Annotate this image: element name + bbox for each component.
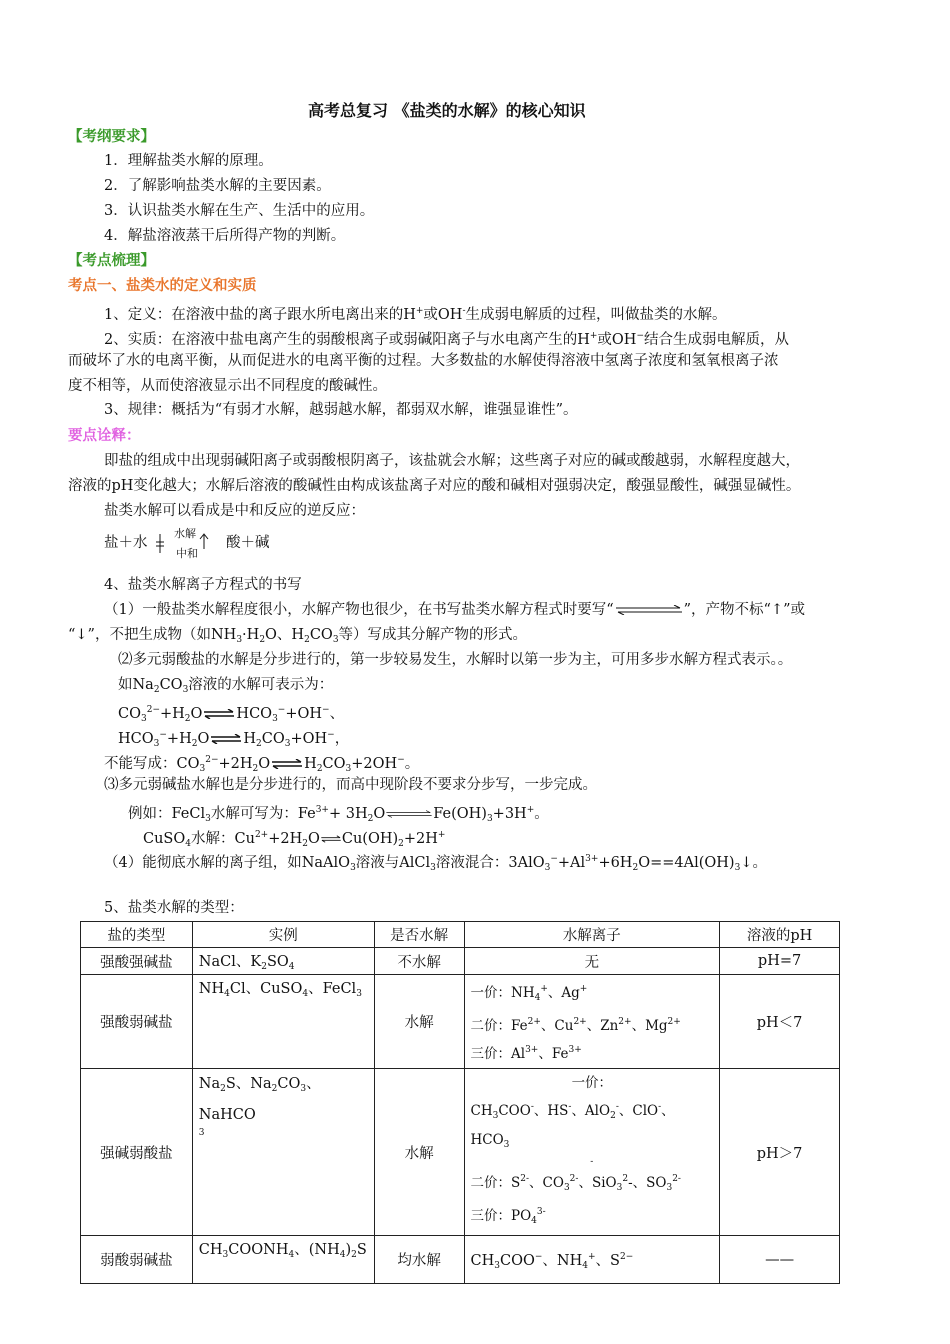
writing-rule1-line1 xyxy=(104,600,805,620)
wrong-label: 不能写成： xyxy=(104,756,177,772)
equilibrium-arrow-icon xyxy=(385,809,433,819)
writing-rule2: ⑵多元弱酸盐的水解是分步进行的，第一步较易发生，水解时以第一步为主，可用多步水解方程式表示。。 xyxy=(118,652,793,668)
hydrolysis-cell: 水解 xyxy=(374,1069,464,1236)
fecl3-label2: 水解可写为： xyxy=(210,806,298,822)
tri-label: 三价： xyxy=(470,1046,511,1062)
hydrolysis-types-table xyxy=(80,921,840,1284)
writing-heading: 4、盐类水解离子方程式的书写 xyxy=(104,577,302,593)
salt-type-cell: 强碱弱酸盐 xyxy=(81,1069,193,1236)
point-one-heading: 考点一、盐类水的定义和实质 xyxy=(68,277,257,294)
hydrolysis-cell: 均水解 xyxy=(374,1236,464,1284)
requirement-item: 2．了解影响盐类水解的主要因素。 xyxy=(104,178,331,194)
section-heading-requirements: 【考纲要求】 xyxy=(68,128,155,145)
table-header-row xyxy=(81,922,840,948)
salt-type-cell: 强酸强碱盐 xyxy=(81,948,193,975)
essence-paragraph-line2: 而破坏了水的电离平衡，从而促进水的电离平衡的过程。大多数盐的水解使得溶液中氢离子浓度和氢氧根离子浓 xyxy=(68,353,779,369)
ph-cell: pH＞7 xyxy=(720,1069,840,1236)
requirement-item: 3．认识盐类水解在生产、生活中的应用。 xyxy=(104,203,375,219)
page-title: 高考总复习 《盐类的水解》的核心知识 xyxy=(308,101,586,120)
equation-cuso4: CuSO$_4$水解：$Cu^{2+}+2H_2O$ $Cu(OH)_2+2H^+$ xyxy=(143,830,446,849)
writing-rule3: ⑶多元弱碱盐水解也是分步进行的，而高中现阶段不要求分步写，一步完成。 xyxy=(104,777,597,793)
rule4-text-b: 溶液与AlCl xyxy=(355,855,431,871)
example-text-a: 如Na xyxy=(118,677,154,693)
example-cell: $NH_4Cl$、CuSO$_4$、FeCl$_3$ xyxy=(192,975,374,1069)
column-header: 盐的类型 xyxy=(81,922,193,948)
ions-cell: 一价： $CH_3COO^-$、HS-、AlO$_2$-、ClO-、$HCO_3$ - 二价：$S^{2-}$、$CO_3^{2-}$、SiO$_3^2$-、$SO_3^{2-}$ 三价：$PO_4^{3-}$ xyxy=(464,1069,720,1236)
definition-text-b: 或OH xyxy=(423,307,463,323)
equation-wrong: 不能写成：$CO_3^{2-}+2H_2O$ $H_2CO_3+2OH^-$。 xyxy=(104,755,420,774)
ph-cell: —— xyxy=(720,1236,840,1284)
column-header: 实例 xyxy=(192,922,374,948)
di-label: 二价： xyxy=(470,1018,511,1034)
table-row xyxy=(81,1236,840,1284)
cuso4-label2: 水解： xyxy=(191,831,235,847)
equation-step1: $CO_3^{2-}+H_2O$ $HCO_3^-+OH^-$、 xyxy=(118,705,345,724)
essence-paragraph-line1: 2、实质：在溶液中盐电离产生的弱酸根离子或弱碱阳离子与水电离产生的H+或OH−结合生成弱电解质，从 xyxy=(104,331,790,348)
rule4-text-a: （4）能彻底水解的离子组，如NaAlO xyxy=(104,855,351,871)
writing-rule1-text-f: CO xyxy=(309,627,333,643)
equation-step2: $HCO_3^-+H_2O$ $H_2CO_3+OH^-$， xyxy=(118,730,350,749)
hydrolysis-cell: 不水解 xyxy=(374,948,464,975)
writing-rule1-text-d: H xyxy=(246,627,260,643)
essence-paragraph-line3: 度不相等，从而使溶液显示出不同程度的酸碱性。 xyxy=(68,378,387,394)
reverse-reaction-left: 盐＋水 xyxy=(104,535,148,551)
example-cell: $Na_2S$、$Na_2CO_3$、NaHCO 3 xyxy=(192,1069,374,1236)
ions-cell: 一价：$NH_4^+$、Ag+ 二价：$Fe^{2+}$、$Cu^{2+}$、$Zn^{2+}$、$Mg^{2+}$ 三价：$Al^{3+}$、$Fe^{3+}$ xyxy=(464,975,720,1069)
equilibrium-arrow-icon xyxy=(320,834,342,844)
writing-rule1-text-g: 等）写成其分解产物的形式。 xyxy=(338,627,528,643)
ph-cell: pH=7 xyxy=(720,948,840,975)
mono-label: 一价： xyxy=(470,985,511,1001)
table-row xyxy=(81,948,840,975)
mono-label: 一价： xyxy=(571,1075,613,1091)
reverse-reaction-top-label: 水解 xyxy=(174,527,196,540)
writing-rule1-text-b: ”，产物不标“↑”或 xyxy=(683,602,806,618)
writing-rule1-text-a: （1）一般盐类水解程度很小，水解产物也很少，在书写盐类水解方程式时要写“ xyxy=(104,602,614,618)
fecl3-label: 例如：FeCl xyxy=(128,806,206,822)
writing-rule2-example: 如$Na_2CO_3$溶液的水解可表示为： xyxy=(118,677,334,695)
essence-text-a: 2、实质：在溶液中盐电离产生的弱酸根离子或弱碱阳离子与水电离产生的H xyxy=(104,332,590,348)
essence-text-b: 或OH xyxy=(597,332,637,348)
equilibrium-arrow-icon xyxy=(270,759,304,769)
section-heading-points: 【考点梳理】 xyxy=(68,252,155,269)
rule-paragraph: 3、规律：概括为“有弱才水解，越弱越水解，都弱双水解，谁强显谁性”。 xyxy=(104,402,578,418)
note-heading: 要点诠释： xyxy=(68,427,141,444)
definition-text-c: 生成弱电解质的过程，叫做盐类的水解。 xyxy=(465,307,727,323)
example-cell: NaCl、$K_2SO_4$ xyxy=(192,948,374,975)
writing-rule1-text-e: O、H xyxy=(265,627,305,643)
types-heading: 5、盐类水解的类型： xyxy=(104,900,244,916)
column-header: 溶液的pH xyxy=(720,922,840,948)
definition-text-a: 1、定义：在溶液中盐的离子跟水所电离出来的H xyxy=(104,307,416,323)
note-line1: 即盐的组成中出现弱碱阳离子或弱酸根阴离子，该盐就会水解；这些离子对应的碱或酸越弱，水解程度越大， xyxy=(104,453,800,469)
salt-type-cell: 弱酸弱碱盐 xyxy=(81,1236,193,1284)
equation-fecl3: 例如：FeCl$_3$水解可写为：$Fe^{3+}+ 3H_2O$ $Fe(OH)_3+3H^+$。 xyxy=(128,805,549,824)
example-text-c: 溶液的水解可表示为： xyxy=(188,677,334,693)
ions-cell: $CH_3COO^-$、$NH_4^+$、$S^{2-}$ xyxy=(464,1236,720,1284)
definition-paragraph: 1、定义：在溶液中盐的离子跟水所电离出来的H+或OH-生成弱电解质的过程，叫做盐类的水解。 xyxy=(104,306,727,323)
example-text-b: CO xyxy=(159,677,183,693)
column-header: 水解离子 xyxy=(464,922,720,948)
equilibrium-arrow-icon xyxy=(209,734,243,744)
reverse-reaction-right: 酸＋碱 xyxy=(226,535,270,551)
ions-cell: 无 xyxy=(464,948,720,975)
essence-text-c: 结合生成弱电解质，从 xyxy=(644,332,790,348)
equilibrium-arrow-icon xyxy=(202,709,236,719)
ph-cell: pH＜7 xyxy=(720,975,840,1069)
note-line2: 溶液的pH变化越大；水解后溶液的酸碱性由构成该盐离子对应的酸和碱相对强弱决定，酸强显酸性，碱强显碱性。 xyxy=(68,478,801,494)
writing-rule1-text-c: “↓”，不把生成物（如NH xyxy=(68,627,237,643)
hydrolysis-cell: 水解 xyxy=(374,975,464,1069)
rule4-text-c: 溶液混合： xyxy=(435,855,509,871)
table-row xyxy=(81,975,840,1069)
tri-label: 三价： xyxy=(470,1208,511,1224)
equilibrium-arrow-icon xyxy=(614,605,684,615)
di-label: 二价： xyxy=(470,1175,511,1191)
example-cell: $CH_3COONH_4$、$(NH_4)_2S$ xyxy=(192,1236,374,1284)
table-row xyxy=(81,1069,840,1236)
writing-rule4: （4）能彻底水解的离子组，如NaAlO$_3$溶液与AlCl$_3$溶液混合：$3AlO_3^-+Al^{3+}+6H_2O==4Al(OH)_3↓$。 xyxy=(104,854,767,873)
column-header: 是否水解 xyxy=(374,922,464,948)
note-line3: 盐类水解可以看成是中和反应的逆反应： xyxy=(104,503,365,519)
salt-type-cell: 强酸弱碱盐 xyxy=(81,975,193,1069)
requirement-item: 1．理解盐类水解的原理。 xyxy=(104,153,273,169)
reverse-reaction-bottom-label: 中和 xyxy=(176,547,198,560)
requirement-item: 4．解盐溶液蒸干后所得产物的判断。 xyxy=(104,228,346,244)
cuso4-label: CuSO xyxy=(143,831,186,847)
writing-rule1-line2: “↓”，不把生成物（如$NH_3\cdot H_2O$、$H_2CO_3$等）写成其分解产物的形式。 xyxy=(68,627,528,645)
